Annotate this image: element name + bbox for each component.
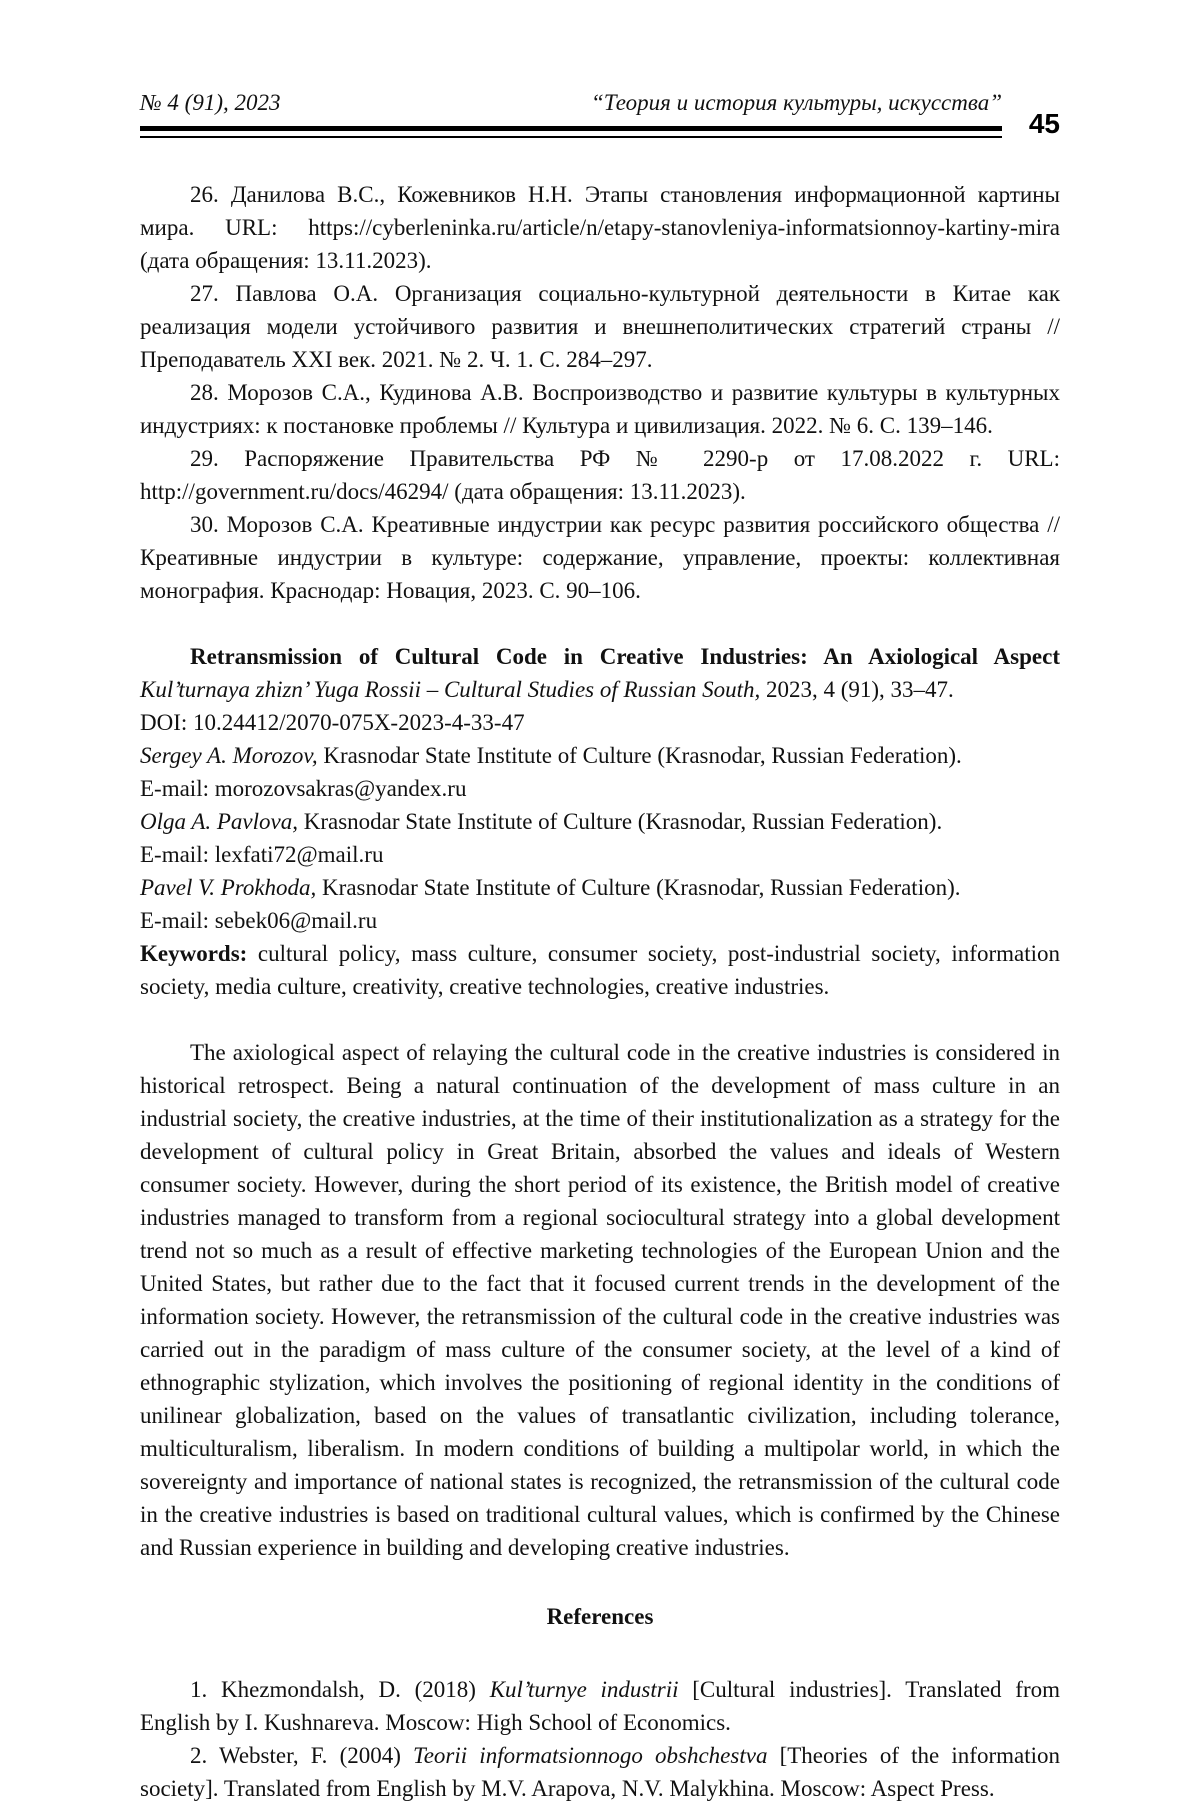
reference-rest: [Theories of the information society]. Translated from English by M.V. Arapova, N.V. Malykhina. Moscow: Aspect Press. bbox=[140, 1743, 1060, 1801]
reference-item-ru: 29. Распоряжение Правительства РФ № 2290-р от 17.08.2022 г. URL: http://government.ru/docs/46294/ (дата обращения: 13.11.2023). bbox=[140, 446, 1060, 504]
author-name: Olga A. Pavlova, bbox=[140, 809, 298, 834]
reference-item-ru: 26. Данилова В.С., Кожевников Н.Н. Этапы становления информационной картины мира. URL: https://cyberleninka.ru/article/n/etapy-stanovleniya-informatsionnoy-kartiny-mira (дата обращения: 13.11.2023). bbox=[140, 182, 1060, 273]
author-line bbox=[140, 871, 1060, 904]
journal-title: “Теория и история культуры, искусства” bbox=[591, 90, 1002, 115]
reference-lead: 2. Webster, F. (2004) bbox=[190, 1743, 414, 1768]
author-affiliation: Krasnodar State Institute of Culture (Krasnodar, Russian Federation). bbox=[316, 875, 961, 900]
author-email: E-mail: sebek06@mail.ru bbox=[140, 908, 378, 933]
reference-item-ru: 28. Морозов С.А., Кудинова А.В. Воспроизводство и развитие культуры в культурных индустриях: к постановке проблемы // Культура и цивилизация. 2022. № 6. С. 139–146. bbox=[140, 380, 1060, 438]
keywords-text: cultural policy, mass culture, consumer society, post-industrial society, information society, media culture, creativity, creative technologies, creative industries. bbox=[140, 941, 1060, 999]
author-name: Pavel V. Prokhoda, bbox=[140, 875, 317, 900]
source-line bbox=[140, 673, 1060, 706]
issue-label: № 4 (91), 2023 bbox=[140, 90, 281, 115]
references-ru-list bbox=[140, 178, 1060, 607]
running-head-inner bbox=[140, 86, 1002, 138]
references-en-list bbox=[140, 1673, 1060, 1805]
references-heading: References bbox=[546, 1604, 654, 1629]
source-journal-name: Kul’turnaya zhizn’ Yuga Rossii – Cultural Studies of Russian South, bbox=[140, 677, 761, 702]
reference-work-title: Kul’turnye industrii bbox=[489, 1677, 679, 1702]
reference-lead: 1. Khezmondalsh, D. (2018) bbox=[190, 1677, 490, 1702]
author-name: Sergey A. Morozov, bbox=[140, 743, 318, 768]
reference-item-ru: 27. Павлова О.А. Организация социально-культурной деятельности в Китае как реализация модели устойчивого развития и внешнеполитических стратегий страны // Преподаватель XXI век. 2021. № 2. Ч. 1. С. 284–297. bbox=[140, 281, 1060, 372]
reference-work-title: Teorii informatsionnogo obshchestva bbox=[413, 1743, 768, 1768]
author-affiliation: Krasnodar State Institute of Culture (Krasnodar, Russian Federation). bbox=[298, 809, 943, 834]
header-rule-thick bbox=[140, 126, 1002, 131]
author-line bbox=[140, 805, 1060, 838]
article-title-en: Retransmission of Cultural Code in Creative Industries: An Axiological Aspect bbox=[190, 644, 1060, 669]
author-line bbox=[140, 739, 1060, 772]
header-rule-thin bbox=[140, 136, 1002, 138]
vertical-spacer bbox=[140, 1003, 1060, 1036]
reference-item-en bbox=[140, 1673, 1060, 1739]
source-issue-info: 2023, 4 (91), 33–47. bbox=[760, 677, 954, 702]
abstract-paragraph: The axiological aspect of relaying the cultural code in the creative industries is considered in historical retrospect. Being a natural continuation of the development of mass culture in an industrial society, the creative industries, at the time of their institutionalization as a strategy for the development of cultural policy in Great Britain, absorbed the values and ideals of Western consumer society. However, during the short period of its existence, the British model of creative industries managed to transform from a regional sociocultural strategy into a global development trend not so much as a result of effective marketing technologies of the European Union and the United States, but rather due to the fact that it focused current trends in the development of the information society. However, the retransmission of the cultural code in the creative industries was carried out in the paradigm of mass culture of the consumer society, at the level of a kind of ethnographic stylization, which involves the positioning of regional identity in the conditions of unilinear globalization, based on the values of transatlantic civilization, including tolerance, multiculturalism, liberalism. In modern conditions of building a multipolar world, in which the sovereignty and importance of national states is recognized, the retransmission of the cultural code in the creative industries is based on traditional cultural values, which is confirmed by the Chinese and Russian experience in building and developing creative industries. bbox=[140, 1040, 1060, 1560]
author-affiliation: Krasnodar State Institute of Culture (Krasnodar, Russian Federation). bbox=[317, 743, 962, 768]
page-number: 45 bbox=[1028, 108, 1060, 139]
article-meta bbox=[140, 640, 1060, 1003]
reference-item-en bbox=[140, 1739, 1060, 1805]
running-head bbox=[140, 86, 1060, 138]
doi-line: DOI: 10.24412/2070-075X-2023-4-33-47 bbox=[140, 710, 525, 735]
reference-rest: [Cultural industries]. Translated from English by I. Kushnareva. Moscow: High School of Economics. bbox=[140, 1677, 1060, 1735]
vertical-spacer bbox=[140, 607, 1060, 640]
keywords-label: Keywords: bbox=[140, 941, 248, 966]
author-email: E-mail: lexfati72@mail.ru bbox=[140, 842, 384, 867]
keywords-line bbox=[140, 937, 1060, 1003]
author-email: E-mail: morozovsakras@yandex.ru bbox=[140, 776, 467, 801]
reference-item-ru: 30. Морозов С.А. Креативные индустрии как ресурс развития российского общества // Креативные индустрии в культуре: содержание, управление, проекты: коллективная монография. Краснодар: Новация, 2023. С. 90–106. bbox=[140, 512, 1060, 603]
